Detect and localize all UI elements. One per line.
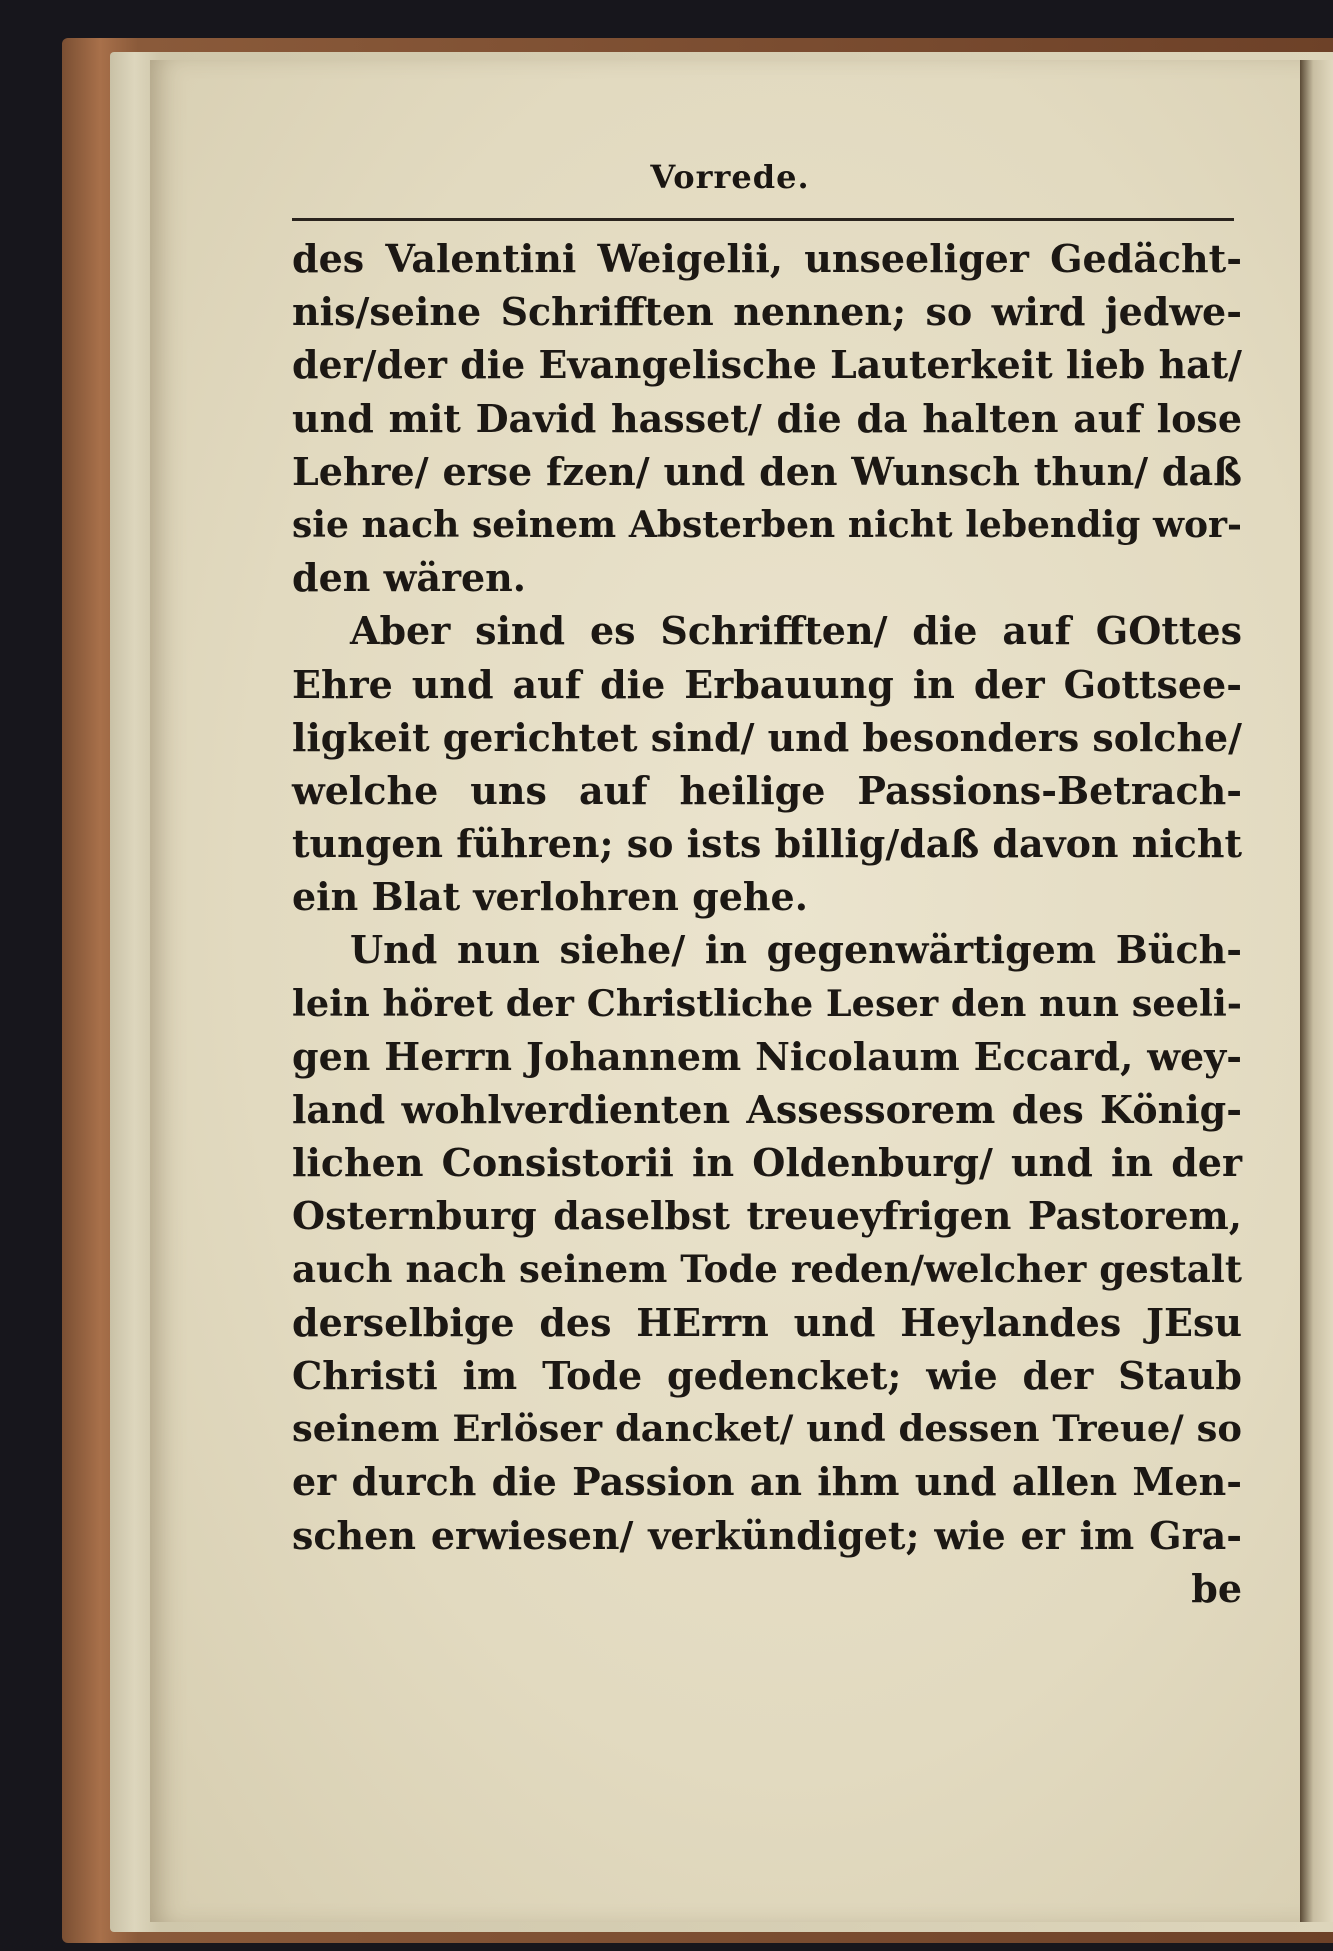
text-line: auch nach seinem Tode reden/welcher gestalt xyxy=(292,1246,1242,1291)
text-line: Osternburg daselbst treueyfrigen Pastorem, xyxy=(292,1193,1242,1239)
text-line: Und nun siehe/ in gegenwärtigem Büch- xyxy=(350,927,1242,973)
text-line: er durch die Passion an ihm und allen Men- xyxy=(292,1459,1242,1505)
facing-page-edge xyxy=(1300,60,1333,1922)
text-line: nis/seine Schrifften nennen; so wird jedwe- xyxy=(292,289,1242,335)
text-line: Christi im Tode gedencket; wie der Staub xyxy=(292,1352,1242,1398)
text-line: ein Blat verlohren gehe. xyxy=(292,874,808,920)
text-line: lichen Consistorii in Oldenburg/ und in der xyxy=(292,1140,1242,1186)
text-line: lein höret der Christliche Leser den nun seeli- xyxy=(292,981,1242,1025)
text-line: der/der die Evangelische Lauterkeit lieb hat/ xyxy=(292,342,1242,388)
text-line: Ehre und auf die Erbauung in der Gottsee- xyxy=(292,661,1242,707)
text-line: ligkeit gerichtet sind/ und besonders solche/ xyxy=(292,714,1242,760)
text-line: Aber sind es Schrifften/ die auf GOttes xyxy=(350,608,1242,654)
text-line: sie nach seinem Absterben nicht lebendig wor- xyxy=(292,502,1242,546)
body-text xyxy=(292,232,1242,1615)
text-line: des Valentini Weigelii, unseeliger Gedächt- xyxy=(292,236,1242,281)
running-head: Vorrede. xyxy=(650,158,810,196)
text-line: seinem Erlöser dancket/ und dessen Treue/ so xyxy=(292,1406,1242,1451)
text-line: tungen führen; so ists billig/daß davon nicht xyxy=(292,821,1242,867)
text-line: den wären. xyxy=(292,555,526,601)
text-line: welche uns auf heilige Passions-Betrach- xyxy=(292,767,1242,813)
text-line: land wohlverdienten Assessorem des König- xyxy=(292,1087,1242,1132)
text-line: derselbige des HErrn und Heylandes JEsu xyxy=(292,1299,1242,1345)
text-line: gen Herrn Johannem Nicolaum Eccard, wey- xyxy=(292,1033,1242,1079)
head-rule xyxy=(292,218,1234,221)
text-line: Lehre/ erse fzen/ und den Wunsch thun/ daß xyxy=(292,448,1242,494)
text-line: und mit David hasset/ die da halten auf lose xyxy=(292,395,1242,441)
catchword: be xyxy=(1191,1565,1242,1611)
text-line: schen erwiesen/ verkündiget; wie er im Gra- xyxy=(292,1512,1242,1558)
